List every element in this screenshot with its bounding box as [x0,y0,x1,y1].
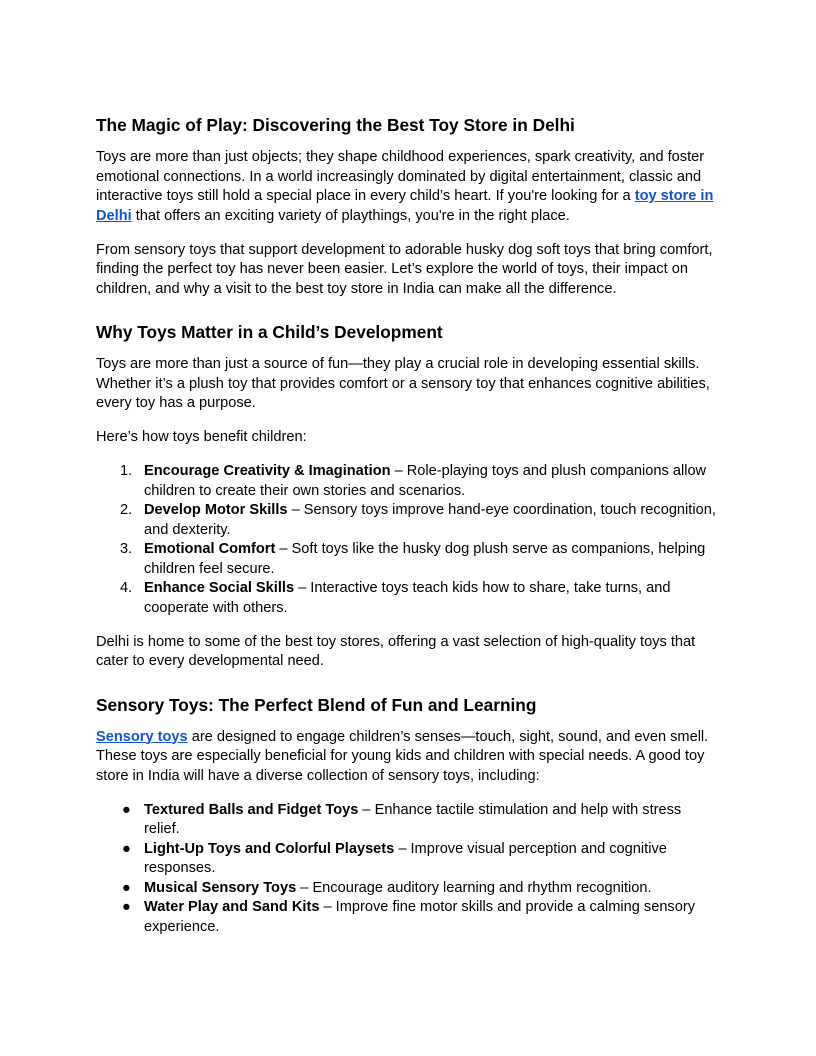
bullet-icon: ● [122,879,131,896]
list-item-bold: Enhance Social Skills [144,580,295,596]
intro-text-before-link: Toys are more than just objects; they shape childhood experiences, spark creativity, and foster emotional connections. In a world increasingly dominated by digital entertainment, classic and interactive toys still hold a special place in every child’s heart. If you're looking for a [96,149,705,204]
bullet-icon: ● [122,801,131,818]
list-item [96,579,720,618]
list-item-bold: Light-Up Toys and Colorful Playsets [144,840,395,857]
list-item-bold: Textured Balls and Fidget Toys [144,801,359,818]
development-paragraph-3: Delhi is home to some of the best toy stores, offering a vast selection of high-quality toys that cater to every developmental need. [96,633,696,669]
list-number: 4. [120,580,133,596]
list-item-bold: Emotional Comfort [144,541,276,557]
development-paragraph-2: Here’s how toys benefit children: [96,429,307,445]
section-heading-sensory: Sensory Toys: The Perfect Blend of Fun and Learning [96,694,537,715]
list-item-text: – Sensory toys improve hand-eye coordination, touch recognition, and dexterity. [144,502,716,538]
development-paragraph-1: Toys are more than just a source of fun—they play a crucial role in developing essential skills. Whether it’s a plush toy that provides comfort or a sensory toy that enhances cognitive abilities, every toy has a purpose. [96,356,710,411]
intro-paragraph-2: From sensory toys that support development to adorable husky dog soft toys that bring comfort, finding the perfect toy has never been easier. Let’s explore the world of toys, their impact on children, and why a visit to the best toy store in India can make all the difference. [96,241,713,297]
list-item-text: – Interactive toys teach kids how to share, take turns, and cooperate with others. [144,580,671,616]
list-item-text: – Improve fine motor skills and provide a calming sensory experience. [144,899,695,935]
bullet-icon: ● [122,899,131,915]
list-item [96,540,720,579]
toy-store-in-delhi-link[interactable]: toy store in Delhi [96,188,714,224]
list-item [96,801,720,840]
list-number: 1. [120,463,133,479]
sensory-bullet-list [96,801,720,938]
list-number: 2. [120,502,133,518]
list-item-text: – Soft toys like the husky dog plush serve as companions, helping children feel secure. [144,541,706,577]
list-item-text: – Improve visual perception and cognitive responses. [144,840,667,876]
list-item-text: – Role-playing toys and plush companions allow children to create their own stories and scenarios. [144,463,707,499]
list-item-bold: Musical Sensory Toys [144,879,297,896]
list-number: 3. [120,541,133,557]
list-item [96,462,720,501]
list-item [96,501,720,540]
intro-text-after-link: that offers an exciting variety of playthings, you're in the right place. [131,207,570,224]
document-page [96,112,720,952]
sensory-paragraph-1 [96,728,720,787]
benefits-numbered-list [96,462,720,618]
sensory-text-after-link: are designed to engage children’s senses—touch, sight, sound, and even smell. These toys are especially beneficial for young kids and children with special needs. A good toy store in India will have a diverse collection of sensory toys, including: [96,728,709,784]
list-item [96,879,720,899]
list-item-text: – Enhance tactile stimulation and help with stress relief. [144,801,682,837]
intro-paragraph-1 [96,148,720,226]
list-item-bold: Water Play and Sand Kits [144,899,320,915]
list-item-bold: Encourage Creativity & Imagination [144,463,391,479]
sensory-toys-link[interactable]: Sensory toys [96,728,188,745]
list-item [96,898,720,937]
list-item [96,840,720,879]
bullet-icon: ● [122,840,131,857]
list-item-bold: Develop Motor Skills [144,502,288,518]
list-item-text: – Encourage auditory learning and rhythm recognition. [296,879,652,896]
page-title: The Magic of Play: Discovering the Best Toy Store in Delhi [96,115,575,135]
section-heading-development: Why Toys Matter in a Child’s Development [96,322,443,342]
